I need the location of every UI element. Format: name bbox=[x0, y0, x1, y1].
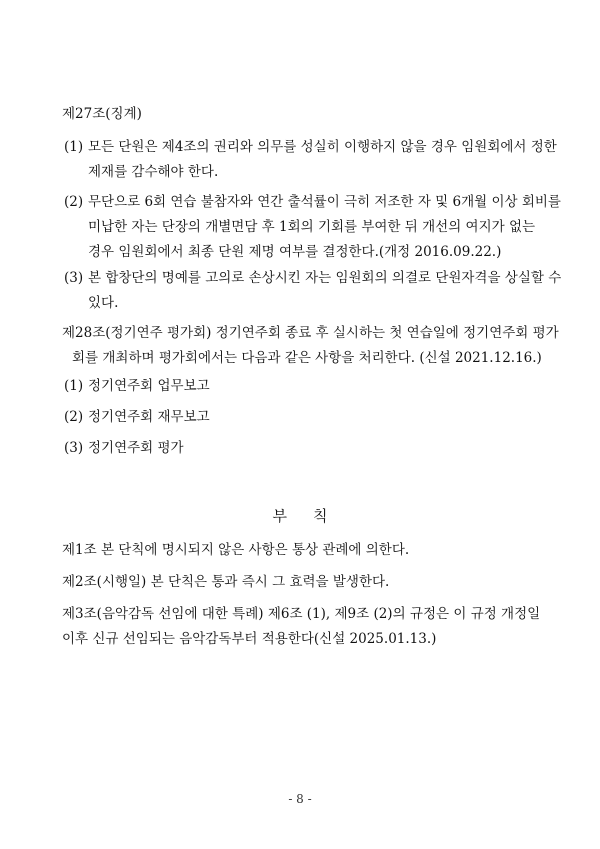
article-28-line: 회를 개최하며 평가회에서는 다음과 같은 사항을 처리한다. (신설 2021.12.16.) bbox=[72, 350, 542, 366]
article-27-title: 제27조(징계) bbox=[62, 106, 142, 122]
item-text: 정기연주회 재무보고 bbox=[88, 409, 210, 425]
item-number: (3) bbox=[64, 270, 84, 286]
item-text: 본 합창단의 명예를 고의로 손상시킨 자는 임원회의 의결로 단원자격을 상실할 수 bbox=[88, 270, 562, 286]
supplementary-article-3-line: 이후 신규 선임되는 음악감독부터 적용한다(신설 2025.01.13.) bbox=[62, 631, 437, 647]
supplementary-article-2: 제2조(시행일) 본 단칙은 통과 즉시 그 효력을 발생한다. bbox=[62, 574, 390, 590]
item-text: 정기연주회 업무보고 bbox=[88, 378, 210, 394]
supplementary-heading: 부칙 bbox=[272, 507, 354, 525]
article-28-item-1 bbox=[64, 374, 550, 399]
item-number: (3) bbox=[64, 440, 84, 456]
item-number: (1) bbox=[64, 378, 84, 394]
article-28-item-3 bbox=[64, 436, 550, 461]
item-text-cont: 미납한 자는 단장의 개별면담 후 1회의 기회를 부여한 뒤 개선의 여지가 없는 bbox=[88, 219, 536, 235]
item-number: (2) bbox=[64, 194, 84, 210]
supplementary-article-3-line: 제3조(음악감독 선임에 대한 특례) 제6조 (1), 제9조 (2)의 규정은 이 규정 개정일 bbox=[62, 606, 541, 622]
item-text-cont: 있다. bbox=[88, 295, 119, 311]
item-text-cont: 경우 임원회에서 최종 단원 제명 여부를 결정한다.(개정 2016.09.22.) bbox=[88, 244, 502, 260]
article-27-item-3 bbox=[64, 266, 562, 316]
article-27-item-2 bbox=[64, 190, 561, 265]
article-28-line: 제28조(정기연주 평가회) 정기연주회 종료 후 실시하는 첫 연습일에 정기연주회 평가 bbox=[62, 325, 559, 341]
article-28-item-2 bbox=[64, 405, 550, 430]
page-number: - 8 - bbox=[288, 792, 312, 806]
article-27-item-1 bbox=[64, 135, 557, 185]
supplementary-article-1: 제1조 본 단칙에 명시되지 않은 사항은 통상 관례에 의한다. bbox=[62, 542, 410, 558]
item-text: 무단으로 6회 연습 불참자와 연간 출석률이 극히 저조한 자 및 6개월 이상 회비를 bbox=[88, 194, 561, 210]
item-text-cont: 제재를 감수해야 한다. bbox=[88, 164, 219, 180]
article-28 bbox=[62, 321, 559, 371]
supplementary-article-3 bbox=[62, 602, 548, 652]
item-number: (1) bbox=[64, 139, 84, 155]
item-number: (2) bbox=[64, 409, 84, 425]
item-text: 정기연주회 평가 bbox=[88, 440, 184, 456]
item-text: 모든 단원은 제4조의 권리와 의무를 성실히 이행하지 않을 경우 임원회에서 정한 bbox=[88, 139, 557, 155]
